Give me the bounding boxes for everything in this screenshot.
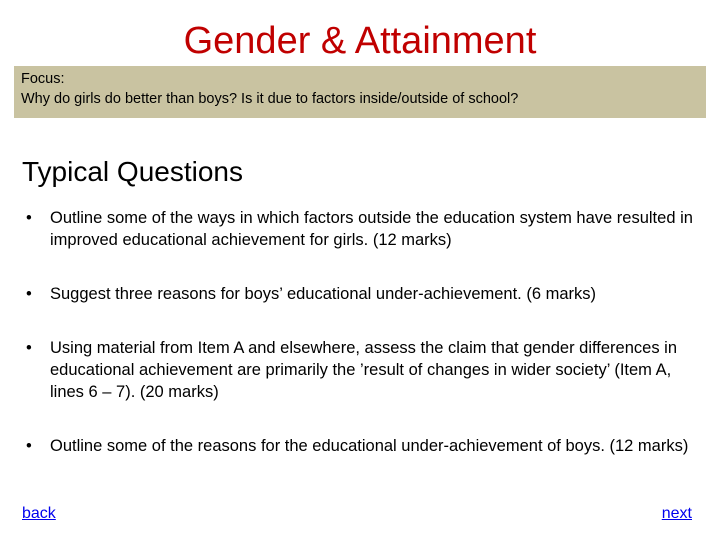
next-link[interactable]: next [661,505,692,522]
question-list [22,207,702,489]
question-text: Suggest three reasons for boys’ educational under-achievement. (6 marks) [50,285,597,303]
bullet-icon: • [26,209,32,227]
question-text: Outline some of the ways in which factors outside the education system have resulted in improved educational achievement for girls. (12 marks) [50,209,693,249]
back-link[interactable]: back [22,505,56,522]
section-heading: Typical Questions [22,156,243,187]
question-item [22,207,702,251]
bullet-icon: • [26,437,32,455]
question-item [22,435,702,457]
question-text: Using material from Item A and elsewhere, assess the claim that gender differences in educational achievement are primarily the ’result of changes in wider society’ (Item A, lines 6 – 7). (20 marks) [50,339,678,401]
focus-box [14,66,706,118]
question-text: Outline some of the reasons for the educational under-achievement of boys. (12 marks) [50,437,689,455]
slide-title: Gender & Attainment [183,20,537,62]
focus-question: Why do girls do better than boys? Is it due to factors inside/outside of school? [21,91,519,107]
question-item [22,337,702,403]
focus-label: Focus: [21,71,65,87]
bullet-icon: • [26,339,32,357]
bullet-icon: • [26,285,32,303]
question-item [22,283,702,305]
